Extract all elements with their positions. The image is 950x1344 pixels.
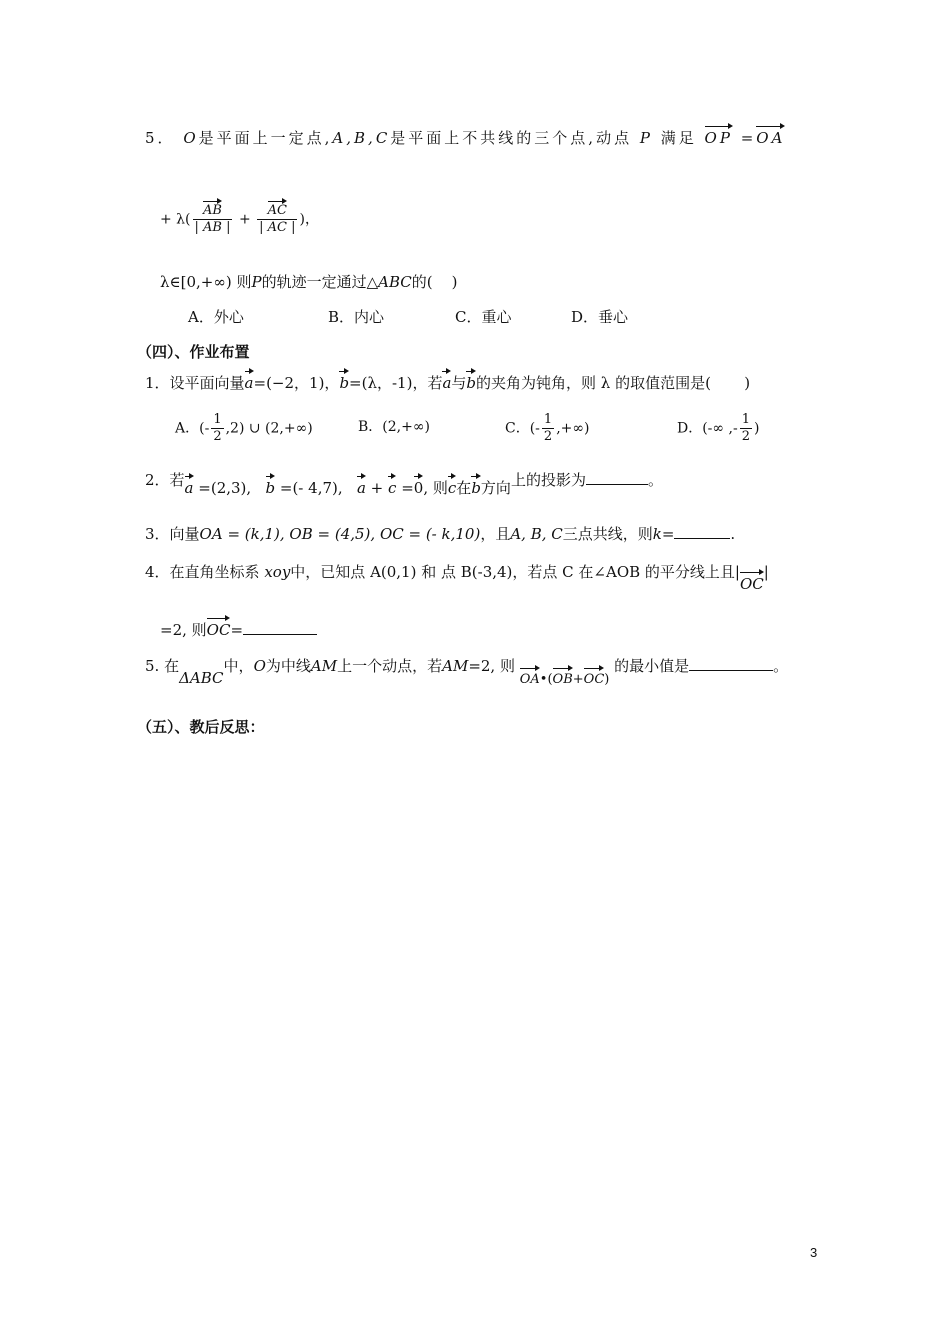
fraction-ab (193, 203, 233, 236)
paren: ) (604, 672, 610, 687)
fraction-ac (257, 203, 297, 236)
q5-number: 5． (145, 129, 176, 147)
q5-option-d: D．垂心 (571, 308, 629, 326)
page-number: 3 (810, 1245, 818, 1260)
hw2-text: =(- 4,7), (279, 479, 343, 497)
hw5-text: 5. 在 (145, 657, 180, 675)
vector-op: OP (704, 129, 733, 147)
hw2-text: 在 (456, 479, 472, 497)
hw1-option-d-post: ) (754, 420, 760, 437)
q5-plus: + (238, 211, 251, 228)
hw1-text: 1．设平面向量 (145, 374, 245, 392)
q5-o: O (183, 129, 199, 147)
hw2-end: 。 (647, 471, 663, 489)
paren: ( (547, 672, 553, 687)
answer-blank[interactable] (243, 620, 317, 635)
denominator: 2 (213, 429, 222, 444)
hw2-text: 上的投影为 (510, 471, 586, 489)
vector-a: a (244, 374, 254, 392)
vector-oa: OA (520, 670, 540, 690)
hw2-text: , 则 (423, 479, 448, 497)
q5-p: P (639, 129, 653, 147)
hw1-text: =(λ，-1)，若 (349, 374, 443, 392)
vector-oc: OC (584, 670, 605, 690)
q5-option-a: A．外心 (188, 308, 244, 326)
hw5-text: 上一个动点，若 (337, 657, 443, 675)
hw5-o: O (253, 657, 266, 675)
hw2-text: = (401, 479, 414, 497)
hw1-option-c-post: ,+∞) (556, 420, 590, 437)
abs-ab: | AB | (194, 220, 231, 235)
hw1-option-c-pre: C．(- (505, 420, 540, 437)
q5-close: )， (299, 211, 319, 228)
hw1-text: =(−2，1)， (253, 374, 340, 392)
vector-c: c (447, 479, 457, 497)
numerator: 1 (741, 412, 750, 427)
vector-zero: 0 (413, 479, 424, 497)
denominator: 2 (543, 429, 553, 444)
q5-condition: 的轨迹一定通过△ (261, 273, 379, 291)
fraction-half (542, 412, 554, 445)
hw4-text: | (763, 563, 769, 581)
q5-abc: A,B,C (332, 129, 391, 147)
vector-ab: AB (203, 203, 222, 218)
plus: + (572, 672, 584, 687)
hw2-text: 2．若 (145, 471, 185, 489)
hw3-text: ，且 (480, 525, 511, 543)
q5-text: 是平面上一定点, (198, 129, 333, 147)
q5-line2 (160, 203, 319, 236)
hw5-text: 的最小值是 (614, 657, 690, 675)
q5-option-b: B．内心 (328, 308, 385, 326)
numerator: 1 (213, 412, 222, 427)
q5-paren: 的( ) (411, 273, 458, 291)
vector-oc: OC (206, 621, 231, 639)
q5-triangle: ABC (378, 273, 412, 291)
fraction-half (740, 412, 752, 445)
hw5-am: AM (442, 657, 469, 675)
hw5-am: AM (310, 657, 338, 675)
vector-a: a (184, 479, 194, 497)
vector-oa: OA (756, 129, 786, 147)
hw3-k: k (652, 525, 662, 543)
hw2-plus: + (370, 479, 384, 497)
q5-condition: λ∈[0,+∞) 则 (160, 273, 252, 291)
hw1-option-b: B．(2,+∞) (358, 419, 430, 435)
vector-a: a (356, 479, 366, 497)
dot-product: • (539, 672, 548, 687)
q5-option-c: C．重心 (455, 308, 512, 326)
fraction-half (211, 412, 223, 445)
denominator: 2 (741, 429, 750, 444)
hw3-vectors: OA = (k,1), OB = (4,5), OC = (- k,10) (199, 525, 481, 543)
hw3-points: A, B, C (510, 525, 563, 543)
vector-a: a (442, 374, 452, 392)
section-heading-reflection: （五）、教后反思： (137, 718, 265, 736)
q5-lambda: + λ( (160, 211, 191, 228)
q5-line3 (160, 272, 458, 292)
hw3-line (145, 524, 735, 544)
hw5-end: 。 (773, 657, 789, 675)
hw5-text: 中， (223, 657, 254, 675)
vector-ob: OB (553, 670, 573, 690)
q5-line1 (145, 128, 785, 148)
hw2-line (145, 470, 663, 497)
hw3-text: 3．向量 (145, 525, 200, 543)
hw1-option-a-post: ,2) ∪ (2,+∞) (225, 420, 313, 437)
answer-blank[interactable] (586, 470, 648, 485)
hw1-text: 的夹角为钝角，则 λ 的取值范围是( ) (476, 374, 751, 392)
vector-b: b (265, 479, 276, 497)
hw1-text: 与 (451, 374, 467, 392)
hw3-end: . (730, 525, 736, 543)
hw5-line (145, 656, 789, 687)
answer-blank[interactable] (674, 524, 730, 539)
hw5-triangle: ΔABC (179, 669, 224, 687)
section-heading-homework: （四）、作业布置 (137, 343, 250, 361)
numerator: 1 (543, 412, 553, 427)
hw1-option-a (175, 412, 313, 445)
hw4-text: 中，已知点 A(0,1) 和 点 B(-3,4)，若点 C 在∠AOB 的平分线上且| (290, 563, 740, 581)
answer-blank[interactable] (689, 656, 773, 671)
hw4-line2 (160, 620, 317, 640)
hw4-xoy: xoy (264, 563, 291, 581)
abs-ac: | AC | (259, 220, 296, 235)
hw1-option-c (505, 412, 590, 445)
hw5-text: =2, 则 (468, 657, 515, 675)
hw1-option-d (677, 412, 759, 445)
hw2-text: =(2,3), (198, 479, 252, 497)
hw4-text: =2, 则 (160, 621, 207, 639)
q5-text: 满足 (660, 129, 697, 147)
vector-c: c (388, 479, 397, 497)
hw5-text: 为中线 (265, 657, 311, 675)
hw1-option-a-pre: A．(- (175, 420, 210, 437)
vector-ac: AC (267, 203, 287, 218)
hw4-line1 (145, 562, 769, 593)
hw3-text: 三点共线，则 (562, 525, 653, 543)
vector-b: b (471, 479, 481, 497)
hw2-text: 方向 (480, 479, 511, 497)
hw4-text: 4．在直角坐标系 (145, 563, 260, 581)
q5-p: P (251, 273, 262, 291)
hw1-line1 (145, 373, 750, 393)
hw3-eq: = (661, 525, 675, 543)
vector-b: b (466, 374, 477, 392)
q5-eq: = (740, 129, 757, 147)
vector-oc: OC (739, 575, 764, 593)
vector-b: b (339, 374, 350, 392)
hw1-option-d-pre: D．(-∞ ,- (677, 420, 738, 437)
q5-text: 是平面上不共线的三个点,动点 (390, 129, 633, 147)
hw4-eq: = (230, 621, 244, 639)
